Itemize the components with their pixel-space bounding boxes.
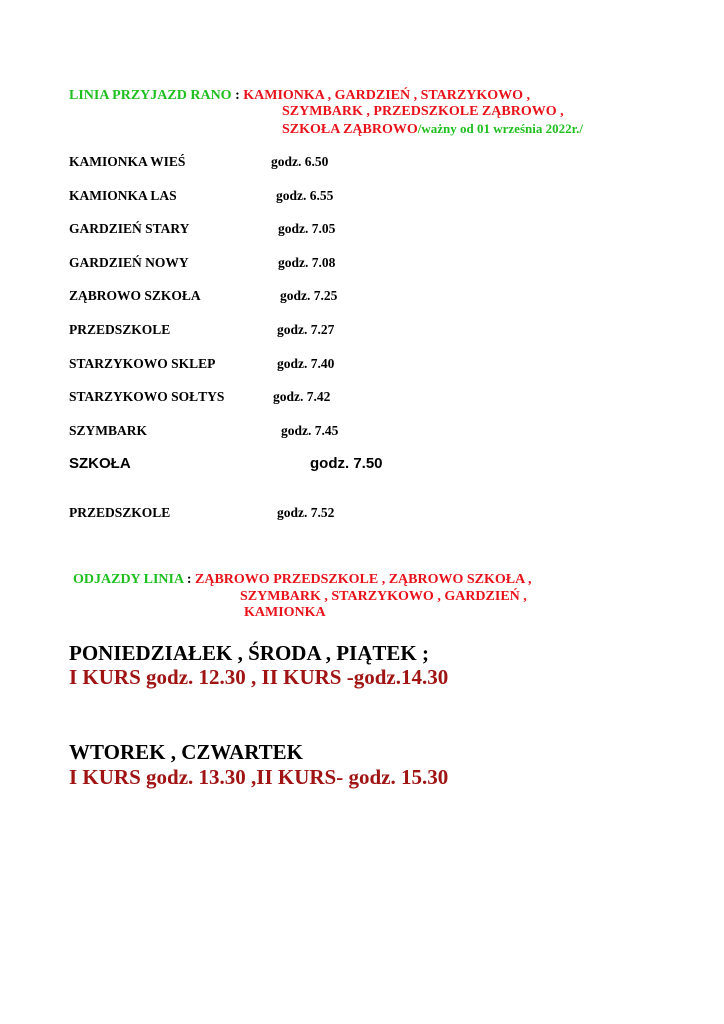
departure-stops-line2: SZYMBARK , STARZYKOWO , GARDZIEŃ , [240,589,527,604]
schedule-time-9: godz. 7.50 [310,455,383,472]
arrival-stops-line3: SZKOŁA ZĄBROWO [282,122,418,137]
arrival-separator: : [231,88,244,103]
schedule-time-4: godz. 7.25 [280,288,338,303]
departure-line-label: ODJAZDY LINIA [73,572,184,587]
schedule-time-0: godz. 6.50 [271,154,329,169]
schedule-stop-4: ZĄBROWO SZKOŁA [69,288,201,303]
days1-courses: I KURS godz. 12.30 , II KURS -godz.14.30 [69,665,449,689]
schedule-time-2: godz. 7.05 [278,221,336,236]
schedule-time-6: godz. 7.40 [277,356,335,371]
days1-title: PONIEDZIAŁEK , ŚRODA , PIĄTEK ; [69,641,429,665]
schedule-stop-7: STARZYKOWO SOŁTYS [69,389,225,404]
schedule-time-7: godz. 7.42 [273,389,331,404]
departure-separator: : [183,572,196,587]
schedule-stop-1: KAMIONKA LAS [69,188,177,203]
schedule-stop-3: GARDZIEŃ NOWY [69,255,189,270]
schedule-stop-6: STARZYKOWO SKLEP [69,356,216,371]
arrival-validity: /ważny od 01 września 2022r./ [417,121,584,136]
schedule-stop-8: SZYMBARK [69,423,148,438]
arrival-stops-line1: KAMIONKA , GARDZIEŃ , STARZYKOWO , [243,88,531,103]
schedule-stop-5: PRZEDSZKOLE [69,322,171,337]
schedule-stop-2: GARDZIEŃ STARY [69,221,190,236]
days2-title: WTOREK , CZWARTEK [69,740,304,764]
departure-stops-line1: ZĄBROWO PRZEDSZKOLE , ZĄBROWO SZKOŁA , [195,572,532,587]
departure-stops-line3: KAMIONKA [244,605,326,620]
arrival-header-line3 [282,121,583,138]
schedule-stop-10: PRZEDSZKOLE [69,505,171,520]
schedule-stop-9: SZKOŁA [69,455,131,472]
schedule-time-10: godz. 7.52 [277,505,335,520]
arrival-header-line1 [69,88,530,104]
schedule-time-1: godz. 6.55 [276,188,334,203]
days2-courses: I KURS godz. 13.30 ,II KURS- godz. 15.30 [69,765,449,789]
schedule-time-3: godz. 7.08 [278,255,336,270]
schedule-time-5: godz. 7.27 [277,322,335,337]
arrival-line-label: LINIA PRZYJAZD RANO [69,88,232,103]
schedule-stop-0: KAMIONKA WIEŚ [69,154,186,169]
schedule-time-8: godz. 7.45 [281,423,339,438]
departure-header-line1 [73,572,531,588]
arrival-stops-line2: SZYMBARK , PRZEDSZKOLE ZĄBROWO , [282,104,564,119]
